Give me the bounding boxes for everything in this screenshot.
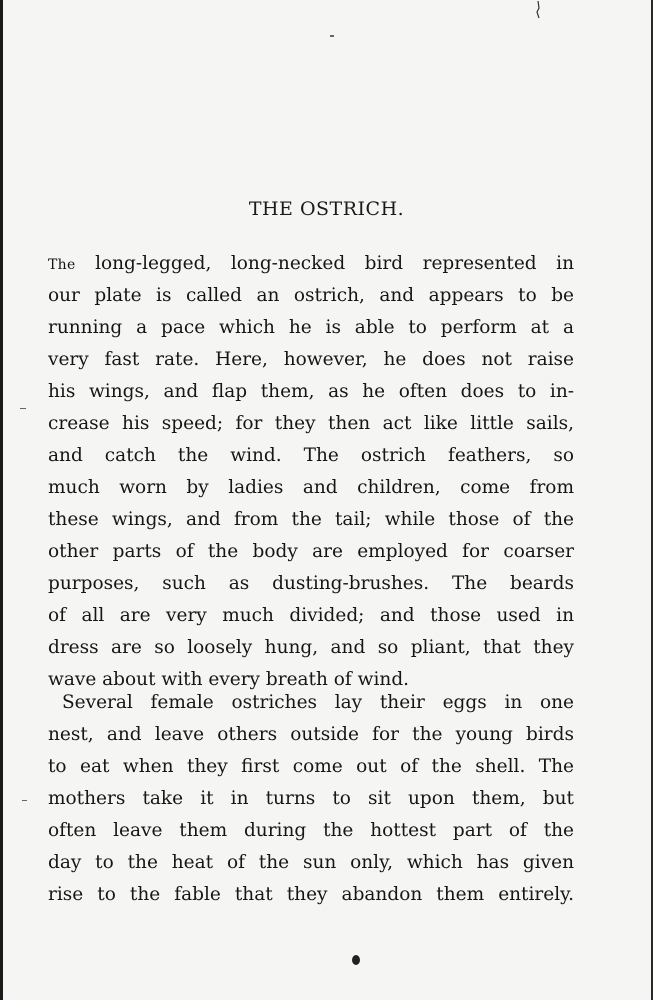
paragraph-line: to eat when they first come out of the shell. The	[48, 756, 574, 777]
paragraph-line: his wings, and flap them, as he often does to in-	[48, 381, 574, 402]
small-caps-lead-word: The	[48, 257, 76, 273]
paragraph-line: much worn by ladies and children, come from	[48, 477, 574, 498]
paragraph-line: dress are so loosely hung, and so pliant, that they	[48, 637, 574, 658]
pencil-mark	[534, 0, 542, 20]
paragraph-line: crease his speed; for they then act like little sails,	[48, 413, 574, 434]
paper-speck	[20, 408, 26, 409]
paragraph-line: rise to the fable that they abandon them entirely.	[48, 884, 574, 905]
line-text: long-legged, long-necked bird represented in	[75, 253, 574, 274]
paragraph-2	[48, 687, 574, 911]
paragraph-line	[48, 248, 574, 280]
paragraph-line: and catch the wind. The ostrich feathers, so	[48, 445, 574, 466]
paragraph-1	[48, 248, 574, 696]
paragraph-line: wave about with every breath of wind.	[48, 669, 410, 690]
paragraph-line: often leave them during the hottest part of the	[48, 820, 574, 841]
paragraph-line: running a pace which he is able to perform at a	[48, 317, 574, 338]
paragraph-line: purposes, such as dusting-brushes. The beards	[48, 573, 574, 594]
paragraph-line: mothers take it in turns to sit upon them, but	[48, 788, 574, 809]
paragraph-line: these wings, and from the tail; while those of the	[48, 509, 574, 530]
paper-speck	[22, 800, 27, 801]
paragraph-line: nest, and leave others outside for the young birds	[48, 724, 574, 745]
paper-speck	[330, 35, 334, 37]
paragraph-line: other parts of the body are employed for coarser	[48, 541, 574, 562]
page-left-edge	[0, 0, 3, 1000]
paragraph-line: day to the heat of the sun only, which has given	[48, 852, 574, 873]
paragraph-line: Several female ostriches lay their eggs in one	[62, 692, 574, 713]
paragraph-line: very fast rate. Here, however, he does not raise	[48, 349, 574, 370]
paragraph-line: of all are very much divided; and those used in	[48, 605, 574, 626]
page-bullet-ornament	[352, 955, 360, 965]
chapter-title: THE OSTRICH.	[248, 198, 405, 220]
paragraph-line: our plate is called an ostrich, and appears to be	[48, 285, 574, 306]
